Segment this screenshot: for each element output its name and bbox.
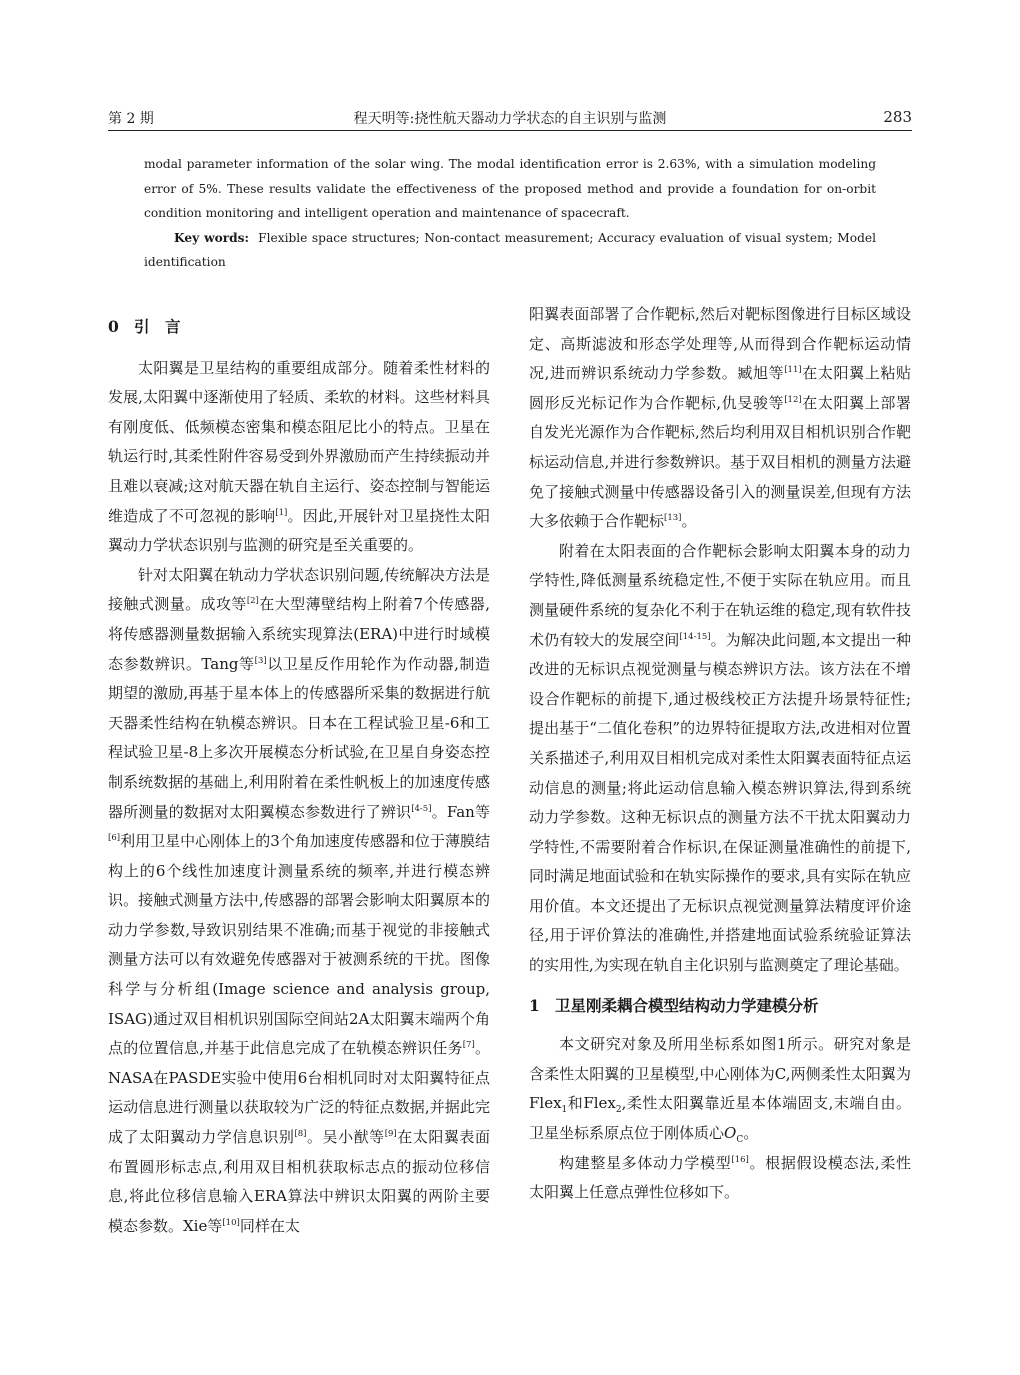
citation: [4-5] [411, 803, 432, 814]
paragraph: 太阳翼是卫星结构的重要组成部分。随着柔性材料的发展,太阳翼中逐渐使用了轻质、柔软的材料。这些材料具有刚度低、低频模态密集和模态阻尼比小的特点。卫星在轨运行时,其柔性附件容易受到外界激励而产生持续振动并且难以衰减;这对航天器在轨自主运行、姿态控制与智能运维造成了不可忽视的影响[1]。因此,开展针对卫星挠性太阳翼动力学状态识别与监测的研究是至关重要的。 [108, 358, 490, 555]
citation: [3] [254, 655, 267, 666]
section-0-heading [108, 312, 490, 342]
citation: [16] [731, 1154, 749, 1165]
header-rule [108, 130, 912, 131]
citation: [10] [222, 1217, 240, 1228]
citation: [12] [784, 394, 802, 405]
subscript: 2 [615, 1105, 622, 1116]
citation: [9] [384, 1129, 397, 1140]
citation: [7] [462, 1040, 475, 1051]
page-number: 283 [883, 108, 912, 126]
section-number: 0 [108, 317, 119, 336]
right-column [529, 300, 911, 1208]
citation: [1] [275, 507, 288, 518]
paragraph: 针对太阳翼在轨动力学状态识别问题,传统解决方法是接触式测量。成攻等[2]在大型薄壁结构上附着7个传感器,将传感器测量数据输入系统实现算法(ERA)中进行时域模态参数辨识。Tang等[3]以卫星反作用轮作为作动器,制造期望的激励,再基于星本体上的传感器所采集的数据进行航天器柔性结构在轨模态辨识。日本在工程试验卫星-6和工程试验卫星-8上多次开展模态分析试验,在卫星自身姿态控制系统数据的基础上,利用附着在柔性帆板上的加速度传感器所测量的数据对太阳翼模态参数进行了辨识[4-5]。Fan等[6]利用卫星中心刚体上的3个角加速度传感器和位于薄膜结构上的6个线性加速度计测量系统的频率,并进行模态辨识。接触式测量方法中,传感器的部署会影响太阳翼原本的动力学参数,导致识别结果不准确;而基于视觉的非接触式测量方法可以有效避免传感器对于被测系统的干扰。图像科学与分析组(Image science and analysis group, ISAG)通过双目相机识别国际空间站2A太阳翼末端两个角点的位置信息,并基于此信息完成了在轨模态辨识任务[7]。NASA在PASDE实验中使用6台相机同时对太阳翼特征点运动信息进行测量以获取较为广泛的特征点数据,并据此完成了太阳翼动力学信息识别[8]。吴小猷等[9]在太阳翼表面布置圆形标志点,利用双目相机获取标志点的振动位移信息,将此位移信息输入ERA算法中辨识太阳翼的两阶主要模态参数。Xie等[10]同样在太 [108, 565, 491, 1235]
left-column [108, 300, 490, 1241]
english-abstract [144, 152, 876, 275]
paragraph: 附着在太阳表面的合作靶标会影响太阳翼本身的动力学特性,降低测量系统稳定性,不便于实际在轨应用。而且测量硬件系统的复杂化不利于在轨运维的稳定,现有软件技术仍有较大的发展空间[14-15]。为解决此问题,本文提出一种改进的无标识点视觉测量与模态辨识方法。该方法在不增设合作靶标的前提下,通过极线校正方法提升场景特征性;提出基于“二值化卷积”的边界特征提取方法,改进相对位置关系描述子,利用双目相机完成对柔性太阳翼表面特征点运动信息的测量;将此运动信息输入模态辨识算法,得到系统动力学参数。这种无标识点的测量方法不干扰太阳翼动力学特性,不需要附着合作标识,在保证测量准确性的前提下,同时满足地面试验和在轨实际操作的要求,具有实际在轨应用价值。本文还提出了无标识点视觉测量算法精度评价途径,用于评价算法的准确性,并搭建地面试验系统验证算法的实用性,为实现在轨自主化识别与监测奠定了理论基础。 [529, 541, 911, 975]
issue-label: 第 2 期 [108, 111, 154, 127]
subscript: C [736, 1135, 744, 1146]
running-title: 程天明等:挠性航天器动力学状态的自主识别与监测 [353, 111, 667, 127]
section-title: 引 言 [134, 317, 181, 336]
paragraph: 阳翼表面部署了合作靶标,然后对靶标图像进行目标区域设定、高斯滤波和形态学处理等,从而得到合作靶标运动情况,进而辨识系统动力学参数。臧旭等[11]在太阳翼上粘贴圆形反光标记作为合作靶标,仇旻骏等[12]在太阳翼上部署自发光光源作为合作靶标,然后均利用双目相机识别合作靶标运动信息,并进行参数辨识。基于双目相机的测量方法避免了接触式测量中传感器设备引入的测量误差,但现有方法大多依赖于合作靶标[13]。 [529, 305, 911, 531]
keywords-text: Flexible space structures; Non-contact measurement; Accuracy evaluation of visual system; Model identification [144, 230, 877, 269]
citation: [13] [664, 513, 682, 524]
subscript: 1 [561, 1105, 568, 1116]
section-1-heading [529, 991, 911, 1021]
citation: [6] [108, 833, 121, 844]
paragraph: 构建整星多体动力学模型[16]。根据假设模态法,柔性太阳翼上任意点弹性位移如下。 [529, 1153, 911, 1202]
citation: [14-15] [679, 631, 711, 642]
citation: [8] [294, 1129, 307, 1140]
keywords-label: Key words: [174, 230, 250, 245]
section-title: 卫星刚柔耦合模型结构动力学建模分析 [555, 995, 819, 1015]
section-number: 1 [529, 995, 540, 1015]
math-symbol: O [724, 1124, 737, 1143]
abstract-text: modal parameter information of the solar wing. The modal identification error is 2.63%, with a simulation modeling error of 5%. These results validate the effectiveness of the proposed method and provide a foundation for on-orbit condition monitoring and intelligent operation and maintenance of spacecraft. [144, 157, 876, 220]
running-header [108, 104, 912, 132]
citation: [2] [246, 596, 259, 607]
citation: [11] [784, 365, 802, 376]
paragraph: 本文研究对象及所用坐标系如图1所示。研究对象是含柔性太阳翼的卫星模型,中心刚体为C,两侧柔性太阳翼为Flex$_1$和Flex$_2$,柔性太阳翼靠近星本体端固支,末端自由。卫星坐标系原点位于刚体质心$O_C$。 [529, 1035, 912, 1146]
keywords-line [144, 226, 876, 275]
